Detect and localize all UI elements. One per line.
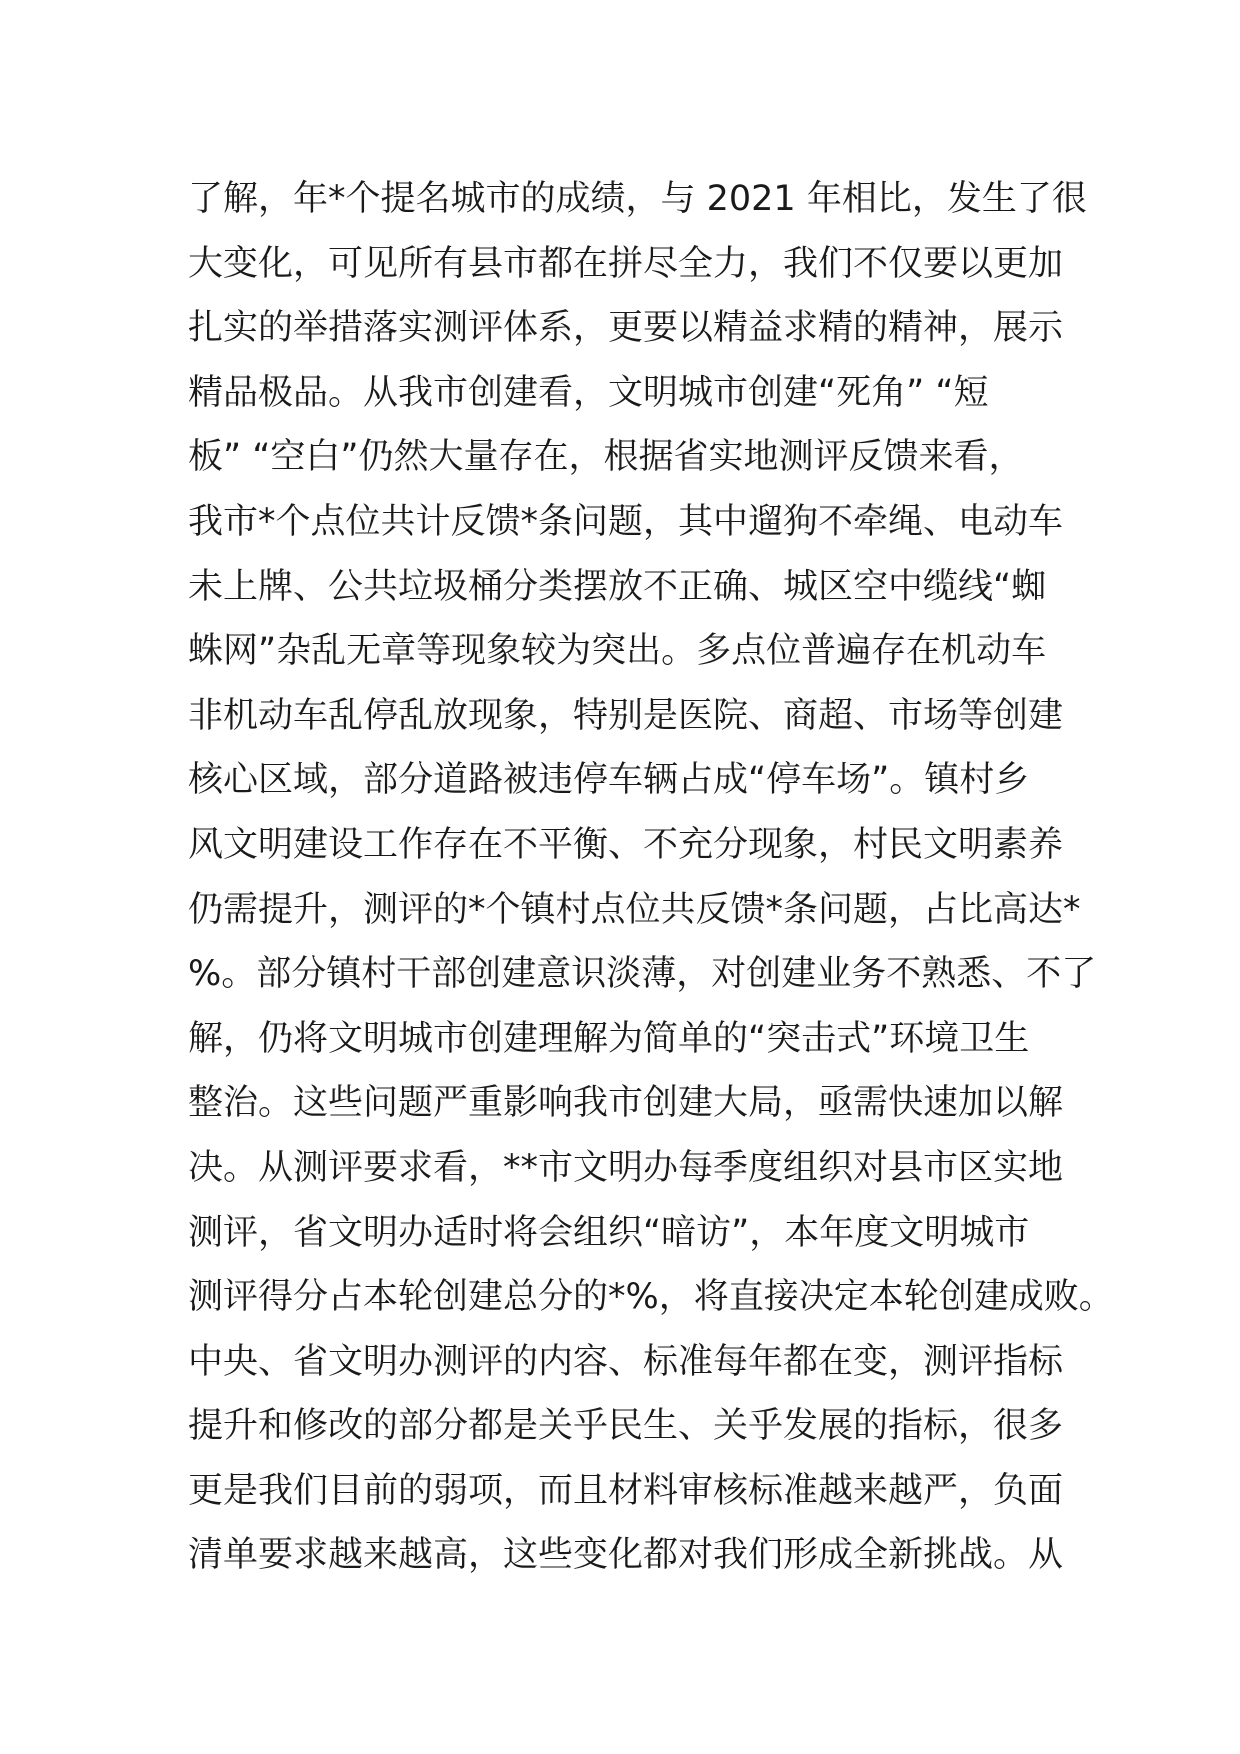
text-line: 更是我们目前的弱项，而且材料审核标准越来越严，负面 [188,1470,1064,1511]
text-line: 非机动车乱停乱放现象，特别是医院、商超、市场等创建 [188,695,1064,736]
text-line: 测评得分占本轮创建总分的*%，将直接决定本轮创建成败。 [188,1277,1114,1318]
text-line: 解，仍将文明城市创建理解为简单的“突击式”环境卫生 [188,1018,1030,1059]
text-line: 核心区域，部分道路被违停车辆占成“停车场”。镇村乡 [188,760,1030,801]
text-line: 大变化，可见所有县市都在拼尽全力，我们不仅要以更加 [188,243,1064,284]
text-line: 精品极品。从我市创建看，文明城市创建“死角” “短 [188,372,989,413]
text-line: 了解，年*个提名城市的成绩，与 2021 年相比，发生了很 [188,179,1087,219]
text-line: 风文明建设工作存在不平衡、不充分现象，村民文明素养 [188,824,1064,865]
text-line: 蛛网”杂乱无章等现象较为突出。多点位普遍存在机动车 [188,631,1047,672]
text-line: 清单要求越来越高，这些变化都对我们形成全新挑战。从 [188,1535,1064,1576]
body-text [188,167,1114,1588]
text-line: 提升和修改的部分都是关乎民生、关乎发展的指标，很多 [188,1406,1064,1447]
text-line: 整治。这些问题严重影响我市创建大局，亟需快速加以解 [188,1083,1064,1124]
text-line: 板” “空白”仍然大量存在，根据省实地测评反馈来看， [188,437,1024,478]
text-line: 中央、省文明办测评的内容、标准每年都在变，测评指标 [188,1341,1064,1382]
text-line: 未上牌、公共垃圾桶分类摆放不正确、城区空中缆线“蜘 [188,566,1047,607]
text-line: %。部分镇村干部创建意识淡薄，对创建业务不熟悉、不了 [188,954,1097,995]
text-line: 仍需提升，测评的*个镇村点位共反馈*条问题，占比高达* [188,889,1081,930]
text-line: 决。从测评要求看，**市文明办每季度组织对县市区实地 [188,1147,1064,1188]
text-line: 测评，省文明办适时将会组织“暗访”，本年度文明城市 [188,1212,1030,1253]
text-line: 我市*个点位共计反馈*条问题，其中遛狗不牵绳、电动车 [188,501,1064,542]
text-line: 扎实的举措落实测评体系，更要以精益求精的精神，展示 [188,308,1064,349]
